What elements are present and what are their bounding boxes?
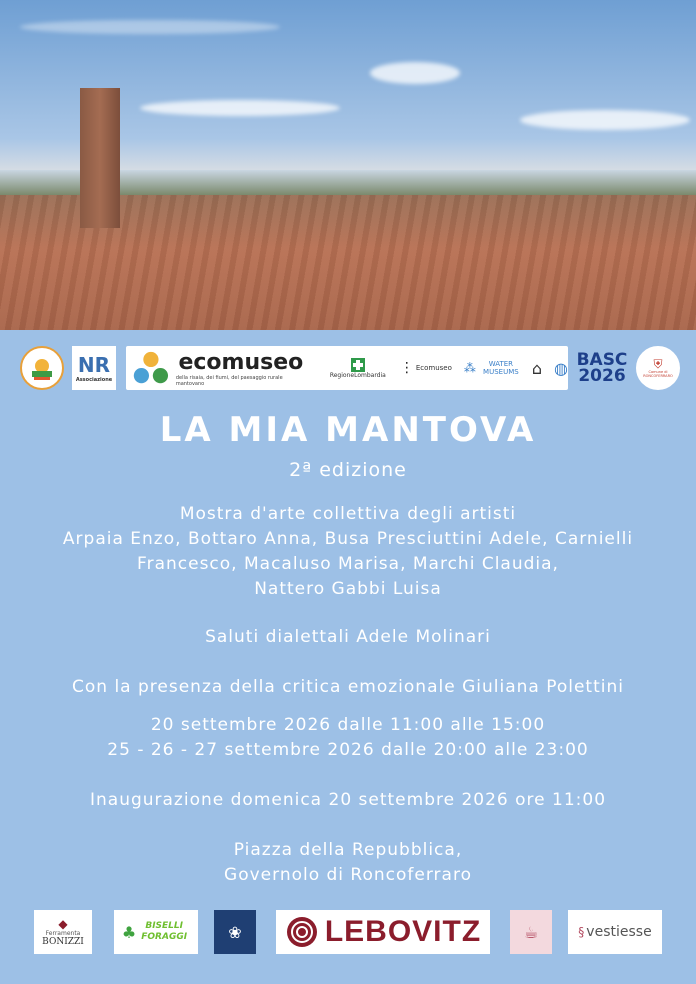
date-line-1: 20 settembre 2026 dalle 11:00 alle 15:00: [150, 715, 546, 735]
venue-line-1: Piazza della Repubblica,: [233, 840, 463, 860]
association-logo-icon: [20, 346, 64, 390]
coat-of-arms-icon: ⛨: [653, 357, 663, 371]
inauguration-line: Inaugurazione domenica 20 settembre 2026 ore 11:00: [89, 790, 607, 810]
blue-square-logo: [214, 910, 256, 954]
lebovitz-logo: [276, 910, 490, 954]
hydrological-globe-icon: ◍: [554, 358, 568, 378]
pink-cafe-logo: [510, 910, 552, 954]
edition: 2ª edizione: [289, 459, 407, 481]
comune-label: Comune di RONCOFERRARO: [643, 370, 673, 378]
partner-logos-row: [0, 342, 696, 394]
basc-year: 2026: [578, 366, 626, 386]
regione-label: RegioneLombardia: [329, 371, 386, 379]
basc-label: BASC: [576, 350, 628, 370]
bonizzi-logo: [34, 910, 92, 954]
lebovitz-label: LEBOVITZ: [324, 915, 482, 948]
ecomuseo-mark-icon: ⋮: [399, 360, 414, 376]
water-drops-icon: ⁂: [463, 361, 476, 375]
vestiesse-logo: [568, 910, 662, 954]
lebovitz-mark-icon: [285, 915, 319, 949]
tower-icon: [80, 88, 120, 228]
nr-label: NR: [77, 353, 111, 377]
date-line-2: 25 - 26 - 27 settembre 2026 dalle 20:00 alle 23:00: [107, 740, 589, 760]
poster-title: LA MIA MANTOVA: [159, 410, 537, 450]
ecomuseo-band: [126, 346, 568, 390]
vestiesse-label: vestiesse: [586, 924, 652, 940]
ecomuseo-subtitle: della risaia, dei fiumi, del paesaggio rurale mantovano: [175, 374, 283, 387]
critic-line: Con la presenza della critica emozionale Giuliana Polettini: [72, 677, 624, 697]
nr-caption: Associazione: [75, 377, 113, 383]
bonizzi-diamond-icon: ◆: [58, 916, 68, 931]
biselli-foraggi-logo: [114, 910, 198, 954]
nr-logo: [72, 346, 116, 390]
sponsor-logos-row: [0, 905, 696, 960]
header-photo: [0, 0, 696, 330]
vestiesse-swirl-icon: §: [578, 925, 585, 939]
bonizzi-top-label: Ferramenta: [45, 929, 81, 937]
ecomuseo-small-label: Ecomuseo: [415, 364, 452, 372]
unesco-temple-icon: ⌂: [531, 358, 543, 378]
biselli-label: BISELLI FORAGGI: [141, 921, 188, 942]
exhibition-line: Mostra d'arte collettiva degli artisti: [179, 504, 517, 524]
cup-icon: ☕: [523, 922, 539, 942]
venue-line-2: Governolo di Roncoferraro: [224, 865, 472, 885]
lotus-icon: ❀: [228, 922, 242, 942]
lombardia-cross-icon: [351, 358, 365, 372]
comune-roncoferraro-logo: [636, 346, 680, 390]
clover-icon: ♣: [121, 922, 137, 942]
artists-line-1: Arpaia Enzo, Bottaro Anna, Busa Presciuttini Adele, Carnielli: [62, 529, 634, 549]
artists-line-3: Nattero Gabbi Luisa: [254, 579, 442, 599]
water-museums-label: WATER MUSEUMS: [483, 360, 519, 376]
bonizzi-label: BONIZZI: [42, 936, 84, 947]
artists-line-2: Francesco, Macaluso Marisa, Marchi Claudia,: [137, 554, 559, 574]
greetings-line: Saluti dialettali Adele Molinari: [205, 627, 491, 647]
ecomuseo-word: ecomuseo: [178, 349, 304, 375]
basc-logo: [574, 344, 630, 392]
ecomuseo-circles-icon: [130, 348, 172, 388]
